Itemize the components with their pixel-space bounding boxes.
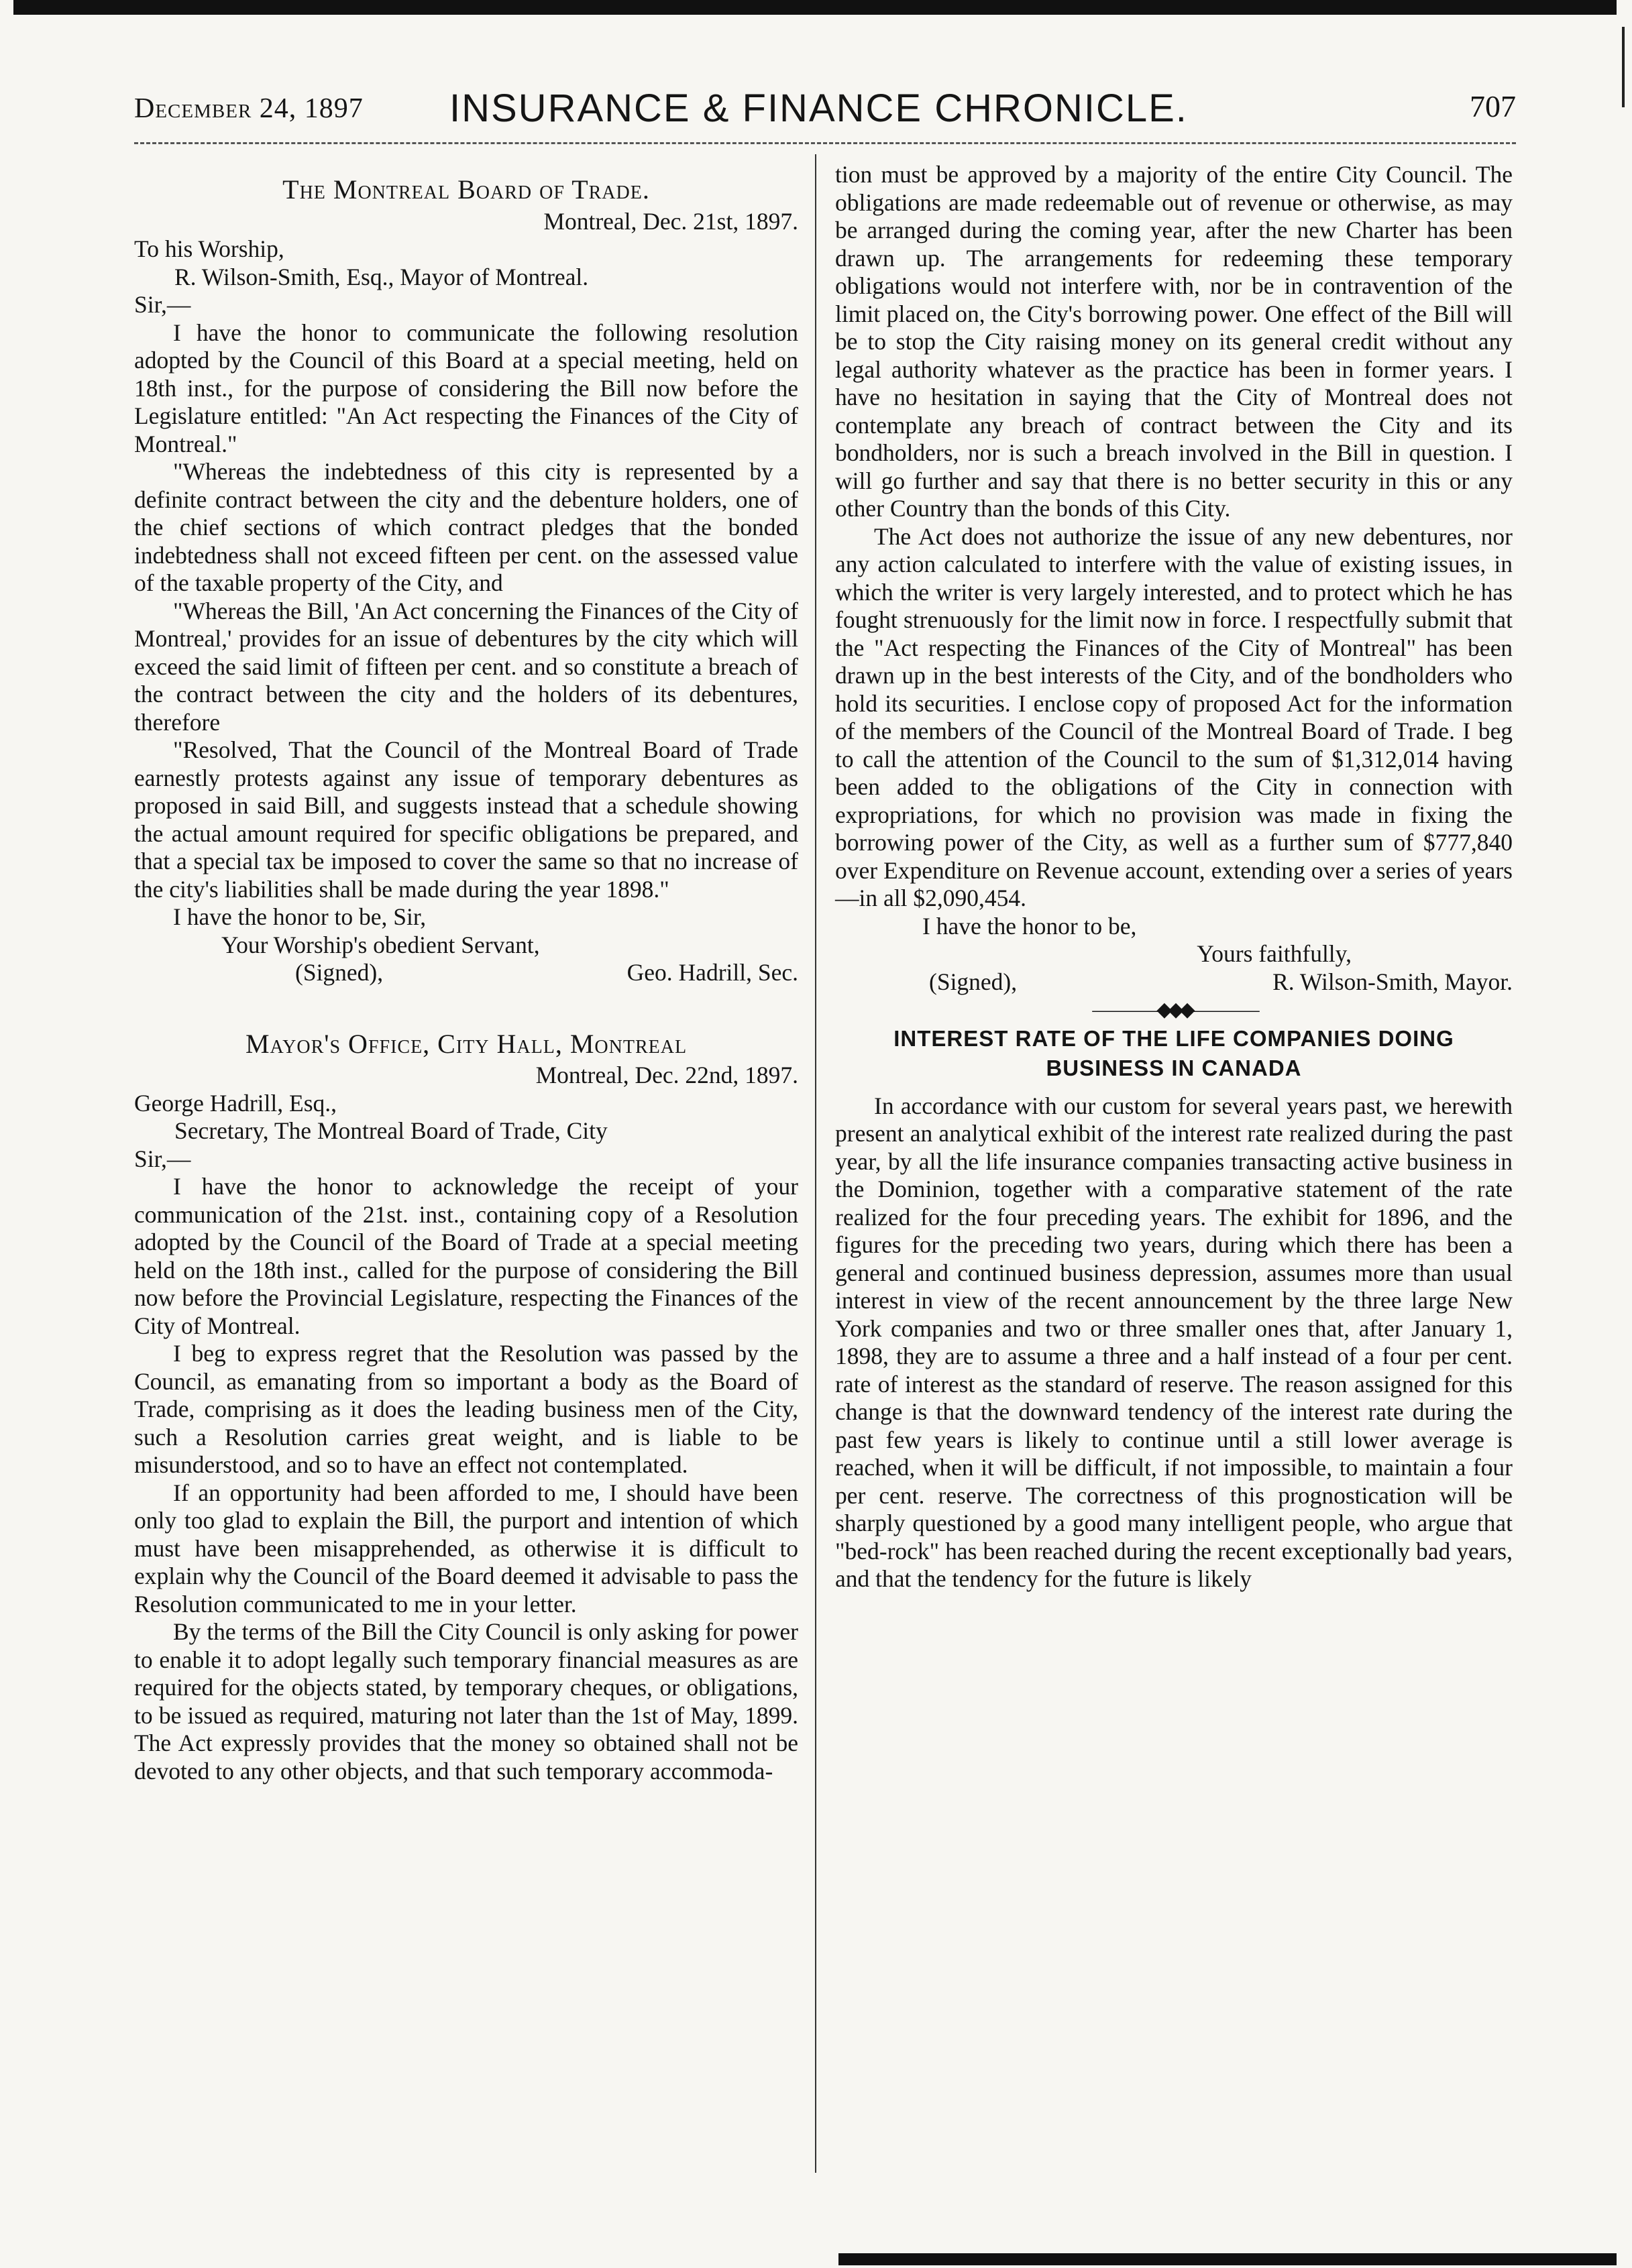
letter2-signer: R. Wilson-Smith, Mayor.: [1272, 968, 1513, 995]
letter2-continuation: tion must be approved by a majority of the entire City Council. The obligations are made redeemable out of revenue or otherwise, as may be arranged during the coming year, after the new Charter has been drawn up. The arrangements for redeeming these temporary obligations would not interfere with, nor be in contravention of the limit placed on, the City's borrowing power. One effect of the Bill will be to stop the City raising money on its general credit without any legal authority whatever as the practice has been in former years. I have no hesitation in saying that the City of Montreal does not contemplate any breach of contract between the City and its bondholders, nor is such a breach involved in the Bill in question. I will go further and say that there is no better security in this or any other Country than the bonds of this City.: [835, 161, 1513, 522]
letter1-heading: The Montreal Board of Trade.: [282, 174, 650, 205]
page-header: [134, 86, 1516, 133]
letter2-paragraph: The Act does not authorize the issue of any new debentures, nor any action calculated to interfere with the value of existing issues, in which the writer is very largely interested, and to protect which he has fought strenuously for the limit now in force. I respectfully submit that the "Act respecting the Finances of the City of Montreal" has been drawn up in the best interests of the City, and of the bondholders who hold its securities. I enclose copy of proposed Act for the information of the members of the Council of the Montreal Board of Trade. I beg to call the attention of the Council to the sum of $1,312,014 having been added to the obligations of the City in connection with expropriations, for which no provision was made in fixing the borrowing power of the City, as well as a further sum of $777,840 over Expenditure on Revenue account, extending over a series of years—in all $2,090,454.: [835, 522, 1513, 911]
article-body: In accordance with our custom for several years past, we herewith present an analytical exhibit of the interest rate realized during the past year, by all the life insurance companies transacting active business in the Dominion, together with a comparative statement of the rate realized for the four preceding years. The exhibit for 1896, and the figures for the preceding two years, during which there has been a general and continued business depression, assumes more than usual interest in view of the recent announcement by the three large New York companies and two or three smaller ones that, after January 1, 1898, they are to assume a three and a half instead of a four per cent. rate of interest as the standard of reserve. The reason assigned for this change is that the downward tendency of the interest rate during the past few years is likely to continue until a still lower average is reached, when it will be difficult, if not impossible, to maintain a four per cent. reserve. The correctness of this prognostication will be sharply questioned by a good many intelligent people, who argue that "bed-rock" has been reached during the recent exceptionally bad years, and that the tendency for the future is likely: [835, 1092, 1513, 1592]
letter2-signed: (Signed),: [929, 968, 1018, 995]
column-divider: [815, 154, 816, 2173]
letter1-to: To his Worship,: [134, 235, 284, 262]
right-column: [835, 161, 1513, 1593]
letter2-paragraph: If an opportunity had been afforded to me, I should have been only too glad to explain the Bill, the purport and intention of which must have been misapprehended, as otherwise it is difficult to explain why the Council of the Board deemed it advisable to pass the Resolution communicated to me in your letter.: [134, 1479, 798, 1618]
header-rule: [134, 142, 1516, 144]
letter1-closing2: Your Worship's obedient Servant,: [221, 931, 540, 958]
letter2-addressee: Secretary, The Montreal Board of Trade, City: [174, 1117, 608, 1144]
scan-top-border: [13, 0, 1617, 15]
scan-bottom-border: [838, 2253, 1617, 2265]
letter2-closing: I have the honor to be,: [922, 912, 1137, 940]
article-heading: INTEREST RATE OF THE LIFE COMPANIES DOING BUSINESS IN CANADA: [893, 1025, 1454, 1080]
letter1-paragraph: "Resolved, That the Council of the Montreal Board of Trade earnestly protests against any issue of temporary debentures as proposed in said Bill, and suggests instead that a schedule showing the actual amount required for specific obligations be prepared, and that a special tax be imposed to cover the same so that no increase of the city's liabilities shall be made during the year 1898.": [134, 736, 798, 903]
letter2-dateline: Montreal, Dec. 22nd, 1897.: [535, 1062, 798, 1088]
letter2-paragraph: I beg to express regret that the Resolution was passed by the Council, as emanating from so important a body as the Board of Trade, comprising as it does the leading business men of the City, such a Resolution carries great weight, and is liable to be misunderstood, and so to have an effect not contemplated.: [134, 1340, 798, 1478]
scan-edge-mark: [1622, 27, 1625, 107]
section-ornament: ————◆◆◆————: [1092, 999, 1256, 1021]
letter1-signer: Geo. Hadrill, Sec.: [627, 959, 798, 986]
letter1-dateline: Montreal, Dec. 21st, 1897.: [543, 207, 798, 235]
letter1-paragraph: I have the honor to communicate the following resolution adopted by the Council of this Board at a special meeting, held on 18th inst., for the purpose of considering the Bill now before the Legislature entitled: "An Act respecting the Finances of the City of Montreal.": [134, 319, 798, 457]
letter1-signature: [134, 959, 798, 987]
letter1-signed: (Signed),: [295, 959, 384, 986]
letter2-paragraph: By the terms of the Bill the City Council is only asking for power to enable it to adopt legally such temporary financial measures as are required for the objects stated, by temporary cheques, or obligations, to be issued as required, maturing not later than the 1st of May, 1899. The Act expressly provides that the money so obtained shall not be devoted to any other objects, and that such temporary accommoda-: [134, 1618, 798, 1784]
letter1-salutation: Sir,—: [134, 291, 191, 318]
letter1-addressee: R. Wilson-Smith, Esq., Mayor of Montreal.: [174, 263, 589, 290]
letter1-paragraph: "Whereas the indebtedness of this city is represented by a definite contract between the city and the debenture holders, one of the chief sections of which contract pledges that the bonded indebtedness shall not exceed fifteen per cent. on the assessed value of the taxable property of the City, and: [134, 458, 798, 596]
letter2-paragraph: I have the honor to acknowledge the receipt of your communication of the 21st. inst., containing copy of a Resolution adopted by the Council of the Board of Trade at a special meeting held on the 18th inst., called for the purpose of considering the Bill now before the Provincial Legislature, respecting the Finances of the City of Montreal.: [134, 1173, 798, 1339]
letter2-salutation: Sir,—: [134, 1145, 191, 1172]
header-date: December 24, 1897: [134, 93, 364, 124]
letter2-closing2: Yours faithfully,: [1197, 940, 1352, 967]
letter1-paragraph: "Whereas the Bill, 'An Act concerning the Finances of the City of Montreal,' provides for an issue of debentures by the city which will exceed the said limit of fifteen per cent. and so constitute a breach of the contract between the city and the holders of its debentures, therefore: [134, 597, 798, 736]
letter2-signature: [835, 968, 1513, 997]
letter2-to: George Hadrill, Esq.,: [134, 1089, 337, 1117]
publication-title: INSURANCE & FINANCE CHRONICLE.: [449, 87, 1188, 130]
left-column: [134, 166, 798, 1785]
page-number: 707: [1470, 89, 1516, 123]
letter2-heading: Mayor's Office, City Hall, Montreal: [245, 1028, 688, 1059]
letter1-closing: I have the honor to be, Sir,: [173, 903, 427, 930]
